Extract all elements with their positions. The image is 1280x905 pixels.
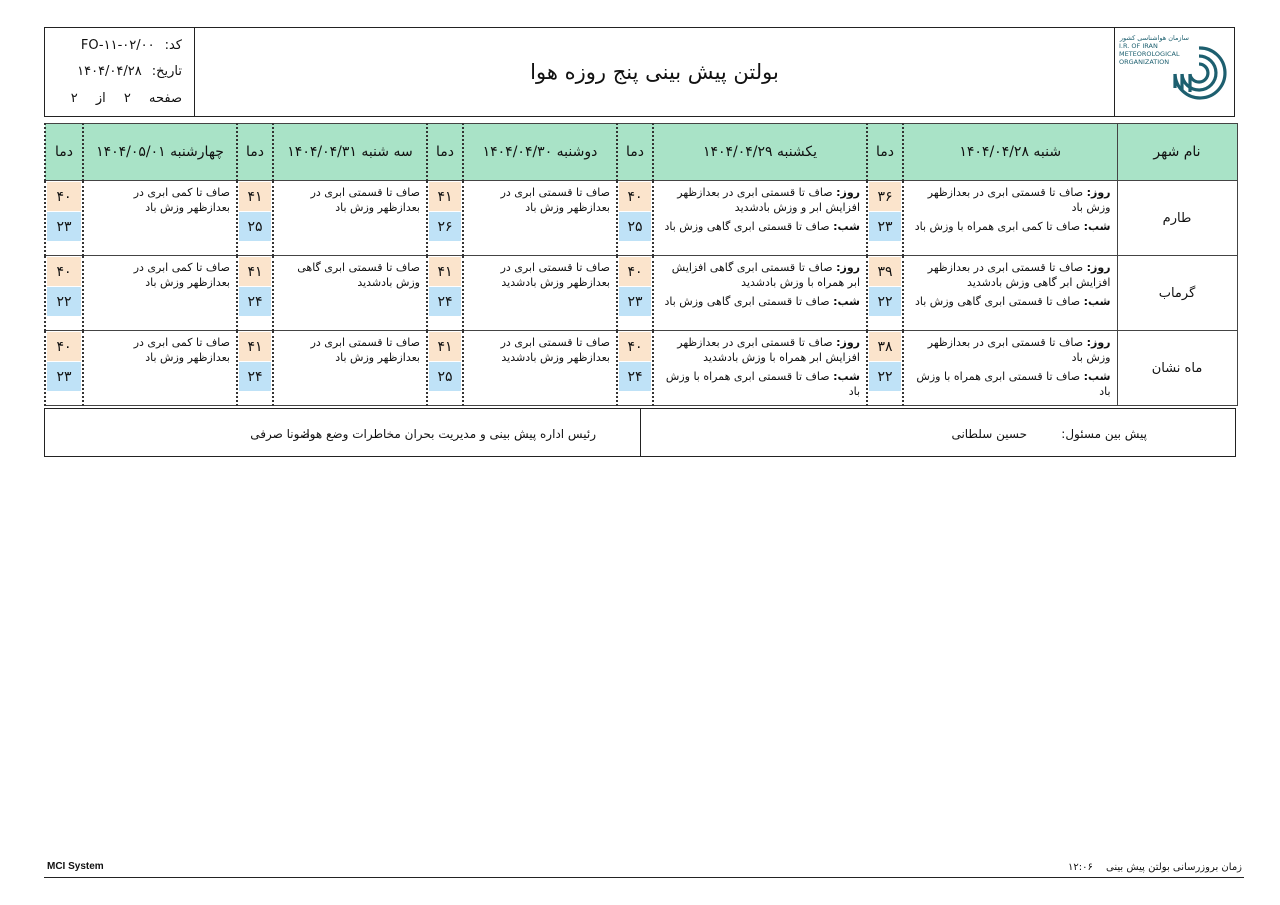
min-temp: ۲۴ — [239, 287, 271, 316]
forecast-cell — [653, 331, 867, 406]
min-temp: ۲۲ — [869, 362, 901, 391]
forecast-cell: صاف تا قسمتی ابری در بعدازظهر وزش باد — [273, 331, 427, 406]
temp-header: دما — [867, 124, 903, 181]
document-info — [45, 28, 195, 116]
page-number: ۲ — [123, 91, 131, 106]
forecast-cell — [903, 331, 1117, 406]
min-temp: ۲۴ — [619, 362, 651, 391]
min-temp: ۲۳ — [47, 212, 81, 241]
temperature-cell — [237, 256, 273, 331]
page-of: از — [95, 91, 106, 106]
date-label: تاریخ: — [151, 64, 182, 79]
department-head-label: رئیس اداره پیش بینی و مدیریت بحران مخاطرات وضع هوا: — [302, 427, 596, 441]
forecast-cell — [653, 256, 867, 331]
night-forecast: صاف تا قسمتی ابری گاهی وزش باد — [664, 220, 830, 233]
forecaster-name: حسین سلطانی — [951, 427, 1027, 441]
forecast-cell — [653, 181, 867, 256]
day-label: روز: — [836, 261, 860, 274]
system-label: MCI System — [47, 861, 104, 872]
temperature-cell — [45, 256, 83, 331]
meteorology-logo-icon — [1170, 38, 1228, 108]
forecast-table — [44, 123, 1238, 406]
temperature-cell — [427, 256, 463, 331]
temperature-cell — [237, 181, 273, 256]
day-header: دوشنبه ۱۴۰۴/۰۴/۳۰ — [463, 124, 617, 181]
responsible-persons — [44, 408, 1236, 457]
max-temp: ۴۱ — [429, 182, 461, 211]
update-time-line — [1068, 862, 1242, 873]
temperature-cell — [867, 331, 903, 406]
max-temp: ۴۰ — [47, 332, 81, 361]
max-temp: ۴۰ — [619, 257, 651, 286]
organization-logo — [1114, 28, 1234, 116]
temperature-cell — [617, 331, 653, 406]
forecast-cell: صاف تا قسمتی ابری در بعدازظهر وزش بادشدید — [463, 331, 617, 406]
max-temp: ۴۱ — [239, 332, 271, 361]
night-forecast: صاف تا قسمتی ابری همراه با وزش باد — [916, 370, 1111, 398]
night-forecast: صاف تا قسمتی ابری گاهی وزش باد — [915, 295, 1081, 308]
temp-header: دما — [237, 124, 273, 181]
code-value: FO-۱۱-۰۲/۰۰ — [80, 38, 155, 53]
temp-header: دما — [45, 124, 83, 181]
forecast-cell: صاف تا قسمتی ابری در بعدازظهر وزش باد — [463, 181, 617, 256]
max-temp: ۳۸ — [869, 332, 901, 361]
day-label: روز: — [1086, 186, 1111, 199]
max-temp: ۴۰ — [619, 182, 651, 211]
night-label: شب: — [833, 220, 860, 233]
min-temp: ۲۲ — [47, 287, 81, 316]
night-label: شب: — [833, 295, 860, 308]
temperature-cell — [45, 181, 83, 256]
night-forecast: صاف تا قسمتی ابری گاهی وزش باد — [664, 295, 830, 308]
day-label: روز: — [836, 186, 860, 199]
day-forecast: صاف تا قسمتی ابری در بعدازظهر افزایش ابر گاهی وزش بادشدید — [927, 261, 1111, 289]
night-label: شب: — [833, 370, 860, 383]
temperature-cell — [427, 181, 463, 256]
min-temp: ۲۵ — [429, 362, 461, 391]
forecaster-box — [640, 409, 1235, 456]
min-temp: ۲۳ — [619, 287, 651, 316]
forecast-cell: صاف تا قسمتی ابری در بعدازظهر وزش باد — [273, 181, 427, 256]
max-temp: ۴۱ — [429, 257, 461, 286]
forecast-cell — [903, 181, 1117, 256]
forecast-cell: صاف تا قسمتی ابری گاهی وزش بادشدید — [273, 256, 427, 331]
max-temp: ۳۹ — [869, 257, 901, 286]
logo-text: سازمان هواشناسی کشور I.R. OF IRAN METEOROLOGICAL ORGANIZATION — [1119, 34, 1189, 66]
temperature-cell — [427, 331, 463, 406]
night-label: شب: — [1083, 370, 1111, 383]
city-name: گرماب — [1117, 256, 1237, 331]
table-header-row — [45, 124, 1237, 181]
temperature-cell — [45, 331, 83, 406]
forecast-cell: صاف تا کمی ابری در بعدازظهر وزش باد — [83, 181, 237, 256]
date-value: ۱۴۰۴/۰۴/۲۸ — [77, 64, 142, 79]
temp-header: دما — [427, 124, 463, 181]
page-total: ۲ — [70, 91, 78, 106]
code-label: کد: — [164, 38, 182, 53]
min-temp: ۲۴ — [429, 287, 461, 316]
day-header: سه شنبه ۱۴۰۴/۰۴/۳۱ — [273, 124, 427, 181]
max-temp: ۳۶ — [869, 182, 901, 211]
department-head-box — [45, 409, 640, 456]
day-forecast: صاف تا قسمتی ابری گاهی افزایش ابر همراه با وزش بادشدید — [671, 261, 860, 289]
city-column-header: نام شهر — [1117, 124, 1237, 181]
forecast-cell — [903, 256, 1117, 331]
min-temp: ۲۶ — [429, 212, 461, 241]
table-row — [45, 331, 1237, 406]
table-row — [45, 256, 1237, 331]
forecast-cell: صاف تا قسمتی ابری در بعدازظهر وزش بادشدید — [463, 256, 617, 331]
night-forecast: صاف تا قسمتی ابری همراه با وزش باد — [665, 370, 860, 398]
table-row — [45, 181, 1237, 256]
page-title: بولتن پیش بینی پنج روزه هوا — [530, 60, 779, 84]
max-temp: ۴۰ — [47, 257, 81, 286]
min-temp: ۲۵ — [239, 212, 271, 241]
department-head-name: صونا صرفی — [250, 427, 310, 441]
temp-header: دما — [617, 124, 653, 181]
day-header: چهارشنبه ۱۴۰۴/۰۵/۰۱ — [83, 124, 237, 181]
day-label: روز: — [1086, 261, 1111, 274]
update-label: زمان بروزرسانی بولتن پیش بینی — [1106, 862, 1242, 873]
max-temp: ۴۰ — [619, 332, 651, 361]
day-label: روز: — [836, 336, 860, 349]
page-label: صفحه — [149, 91, 182, 106]
max-temp: ۴۱ — [429, 332, 461, 361]
update-time: ۱۲:۰۶ — [1068, 862, 1093, 873]
temperature-cell — [617, 256, 653, 331]
forecaster-label: پیش بین مسئول: — [1061, 427, 1147, 441]
night-label: شب: — [1083, 220, 1111, 233]
min-temp: ۲۳ — [47, 362, 81, 391]
bulletin-header — [44, 27, 1235, 117]
day-forecast: صاف تا قسمتی ابری در بعدازظهر افزایش ابر همراه با وزش بادشدید — [677, 336, 860, 364]
day-forecast: صاف تا قسمتی ابری در بعدازظهر وزش باد — [927, 186, 1111, 214]
temperature-cell — [237, 331, 273, 406]
day-forecast: صاف تا قسمتی ابری در بعدازظهر افزایش ابر و وزش بادشدید — [677, 186, 860, 214]
day-header: یکشنبه ۱۴۰۴/۰۴/۲۹ — [653, 124, 867, 181]
forecast-cell: صاف تا کمی ابری در بعدازظهر وزش باد — [83, 256, 237, 331]
day-forecast: صاف تا قسمتی ابری در بعدازظهر وزش باد — [927, 336, 1111, 364]
max-temp: ۴۱ — [239, 182, 271, 211]
min-temp: ۲۵ — [619, 212, 651, 241]
min-temp: ۲۴ — [239, 362, 271, 391]
page-footer-divider — [44, 877, 1244, 878]
min-temp: ۲۲ — [869, 287, 901, 316]
city-name: ماه نشان — [1117, 331, 1237, 406]
city-name: طارم — [1117, 181, 1237, 256]
forecast-cell: صاف تا کمی ابری در بعدازظهر وزش باد — [83, 331, 237, 406]
max-temp: ۴۰ — [47, 182, 81, 211]
temperature-cell — [867, 256, 903, 331]
night-label: شب: — [1083, 295, 1111, 308]
day-label: روز: — [1086, 336, 1111, 349]
day-header: شنبه ۱۴۰۴/۰۴/۲۸ — [903, 124, 1117, 181]
temperature-cell — [867, 181, 903, 256]
min-temp: ۲۳ — [869, 212, 901, 241]
max-temp: ۴۱ — [239, 257, 271, 286]
night-forecast: صاف تا کمی ابری همراه با وزش باد — [914, 220, 1081, 233]
temperature-cell — [617, 181, 653, 256]
